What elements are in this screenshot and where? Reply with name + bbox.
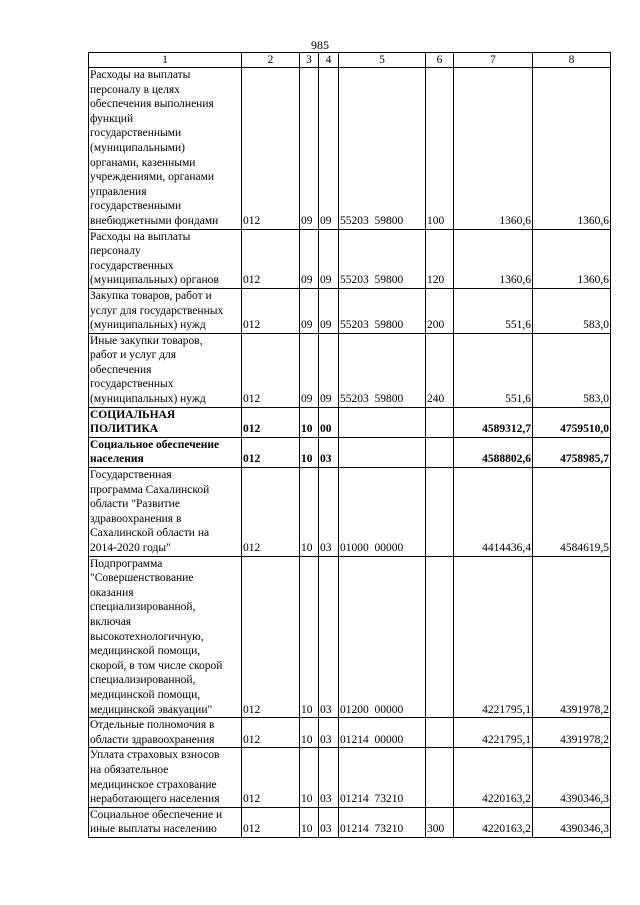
table-row [89, 229, 611, 288]
sum-year2-cell: 4391978,2 [533, 718, 611, 748]
expense-type-cell: 300 [426, 807, 454, 837]
subsection-cell: 09 [319, 288, 339, 333]
target-article-cell: 55203 59800 [339, 229, 426, 288]
sum-year2-cell: 4758985,7 [533, 437, 611, 467]
sum-year2-cell: 583,0 [533, 333, 611, 407]
sum-year2-cell: 1360,6 [533, 68, 611, 230]
row-name: Отдельные полномочия в области здравоохранения [89, 718, 242, 748]
target-article-cell [339, 437, 426, 467]
target-article-cell: 01200 00000 [339, 556, 426, 718]
sum-year1-cell: 1360,6 [454, 68, 533, 230]
expense-type-cell [426, 748, 454, 807]
grbs-cell: 012 [242, 718, 300, 748]
table-row [89, 556, 611, 718]
column-header: 6 [426, 53, 454, 68]
row-name: Расходы на выплаты персоналу государственных (муниципальных) органов [89, 229, 242, 288]
column-header: 3 [300, 53, 319, 68]
row-name: СОЦИАЛЬНАЯ ПОЛИТИКА [89, 407, 242, 437]
subsection-cell: 03 [319, 468, 339, 557]
sum-year1-cell: 1360,6 [454, 229, 533, 288]
grbs-cell: 012 [242, 333, 300, 407]
target-article-cell: 55203 59800 [339, 288, 426, 333]
row-name: Подпрограмма "Совершенствование оказания специализированной, включая высокотехнологичную, медицинской помощи, скорой, в том числе скорой специализированной, медицинской помощи, медицинской эвакуации" [89, 556, 242, 718]
target-article-cell: 55203 59800 [339, 333, 426, 407]
sum-year2-cell: 583,0 [533, 288, 611, 333]
subsection-cell: 03 [319, 437, 339, 467]
subsection-cell: 03 [319, 807, 339, 837]
subsection-cell: 03 [319, 718, 339, 748]
target-article-cell: 55203 59800 [339, 68, 426, 230]
table-row [89, 333, 611, 407]
expense-type-cell [426, 718, 454, 748]
expense-type-cell [426, 407, 454, 437]
table-row [89, 437, 611, 467]
table-row [89, 807, 611, 837]
sum-year1-cell: 551,6 [454, 333, 533, 407]
table-row [89, 288, 611, 333]
table-row [89, 68, 611, 230]
row-name: Иные закупки товаров, работ и услуг для обеспечения государственных (муниципальных) нужд [89, 333, 242, 407]
section-cell: 10 [300, 807, 319, 837]
subsection-cell: 00 [319, 407, 339, 437]
grbs-cell: 012 [242, 68, 300, 230]
section-cell: 09 [300, 288, 319, 333]
sum-year2-cell: 4390346,3 [533, 807, 611, 837]
row-name: Социальное обеспечение населения [89, 437, 242, 467]
grbs-cell: 012 [242, 229, 300, 288]
sum-year1-cell: 4588802,6 [454, 437, 533, 467]
section-cell: 10 [300, 468, 319, 557]
budget-table [88, 52, 611, 838]
target-article-cell: 01214 73210 [339, 748, 426, 807]
section-cell: 10 [300, 748, 319, 807]
column-header: 7 [454, 53, 533, 68]
subsection-cell: 09 [319, 229, 339, 288]
expense-type-cell [426, 437, 454, 467]
table-row [89, 468, 611, 557]
target-article-cell [339, 407, 426, 437]
table-row [89, 718, 611, 748]
row-name: Расходы на выплаты персоналу в целях обеспечения выполнения функций государственными (муниципальными) органами, казенными учреждениями, органами управления государственными внебюджетными фондами [89, 68, 242, 230]
section-cell: 10 [300, 407, 319, 437]
page-number: 985 [311, 38, 329, 52]
grbs-cell: 012 [242, 407, 300, 437]
row-name: Уплата страховых взносов на обязательное медицинское страхование неработающего населения [89, 748, 242, 807]
column-header: 5 [339, 53, 426, 68]
subsection-cell: 03 [319, 556, 339, 718]
expense-type-cell: 200 [426, 288, 454, 333]
section-cell: 09 [300, 68, 319, 230]
sum-year1-cell: 4589312,7 [454, 407, 533, 437]
sum-year1-cell: 4220163,2 [454, 807, 533, 837]
sum-year2-cell: 4391978,2 [533, 556, 611, 718]
target-article-cell: 01214 00000 [339, 718, 426, 748]
section-cell: 10 [300, 556, 319, 718]
sum-year1-cell: 4221795,1 [454, 718, 533, 748]
grbs-cell: 012 [242, 807, 300, 837]
sum-year1-cell: 4221795,1 [454, 556, 533, 718]
section-cell: 09 [300, 229, 319, 288]
sum-year1-cell: 4220163,2 [454, 748, 533, 807]
target-article-cell: 01214 73210 [339, 807, 426, 837]
row-name: Государственная программа Сахалинской области "Развитие здравоохранения в Сахалинской области на 2014-2020 годы" [89, 468, 242, 557]
expense-type-cell: 100 [426, 68, 454, 230]
sum-year1-cell: 4414436,4 [454, 468, 533, 557]
grbs-cell: 012 [242, 468, 300, 557]
expense-type-cell [426, 468, 454, 557]
expense-type-cell: 120 [426, 229, 454, 288]
subsection-cell: 09 [319, 68, 339, 230]
target-article-cell: 01000 00000 [339, 468, 426, 557]
grbs-cell: 012 [242, 288, 300, 333]
grbs-cell: 012 [242, 437, 300, 467]
expense-type-cell: 240 [426, 333, 454, 407]
grbs-cell: 012 [242, 748, 300, 807]
column-header: 2 [242, 53, 300, 68]
grbs-cell: 012 [242, 556, 300, 718]
sum-year2-cell: 1360,6 [533, 229, 611, 288]
subsection-cell: 03 [319, 748, 339, 807]
subsection-cell: 09 [319, 333, 339, 407]
header-row [89, 53, 611, 68]
sum-year2-cell: 4584619,5 [533, 468, 611, 557]
expense-type-cell [426, 556, 454, 718]
row-name: Социальное обеспечение и иные выплаты населению [89, 807, 242, 837]
column-header: 4 [319, 53, 339, 68]
sum-year2-cell: 4390346,3 [533, 748, 611, 807]
table-row [89, 748, 611, 807]
sum-year2-cell: 4759510,0 [533, 407, 611, 437]
section-cell: 10 [300, 718, 319, 748]
section-cell: 10 [300, 437, 319, 467]
section-cell: 09 [300, 333, 319, 407]
table-row [89, 407, 611, 437]
sum-year1-cell: 551,6 [454, 288, 533, 333]
row-name: Закупка товаров, работ и услуг для государственных (муниципальных) нужд [89, 288, 242, 333]
column-header: 1 [89, 53, 242, 68]
column-header: 8 [533, 53, 611, 68]
